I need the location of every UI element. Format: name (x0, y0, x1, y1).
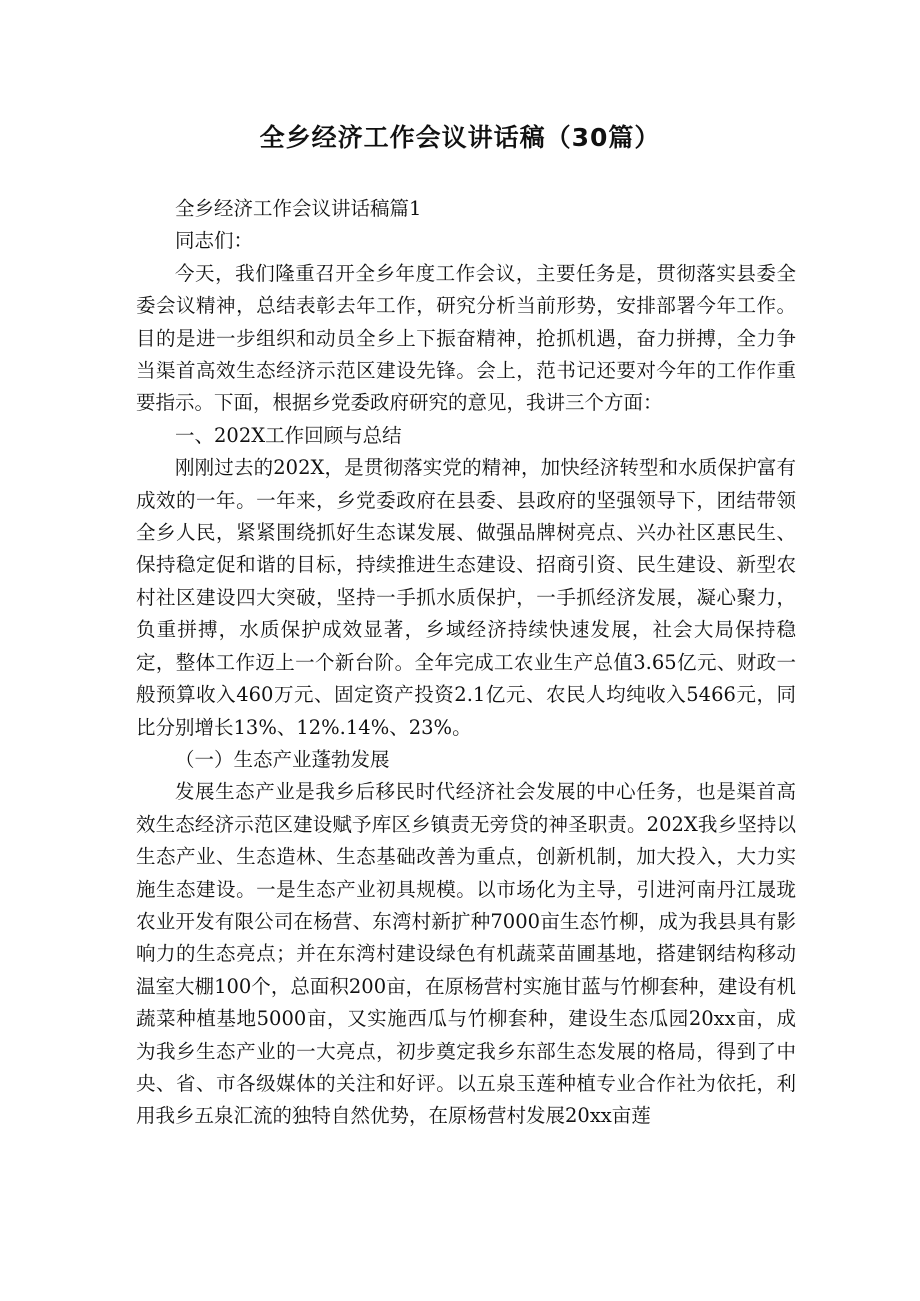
paragraph-review: 刚刚过去的202X，是贯彻落实党的精神，加快经济转型和水质保护富有成效的一年。一年来，乡党委政府在县委、县政府的坚强领导下，团结带领全乡人民，紧紧围绕抓好生态谋发展、做强品牌树亮点、兴办社区惠民生、保持稳定促和谐的目标，持续推进生态建设、招商引资、民生建设、新型农村社区建设四大突破，坚持一手抓水质保护，一手抓经济发展，凝心聚力，负重拼搏，水质保护成效显著，乡域经济持续快速发展，社会大局保持稳定，整体工作迈上一个新台阶。全年完成工农业生产总值3.65亿元、财政一般预算收入460万元、固定资产投资2.1亿元、农民人均纯收入5466元，同比分别增长13%、12%.14%、23%。 (136, 456, 796, 739)
salutation: 同志们： (175, 229, 254, 253)
paragraph-intro: 今天，我们隆重召开全乡年度工作会议，主要任务是，贯彻落实县委全委会议精神，总结表彰去年工作，研究分析当前形势，安排部署今年工作。目的是进一步组织和动员全乡上下振奋精神，抢抓机遇，奋力拼搏，全力争当渠首高效生态经济示范区建设先锋。会上，范书记还要对今年的工作作重要指示。下面，根据乡党委政府研究的意见，我讲三个方面： (136, 261, 796, 415)
section-heading: 一、202X工作回顾与总结 (175, 423, 402, 447)
document-body (136, 193, 796, 1133)
document-title: 全乡经济工作会议讲话稿（30篇） (259, 123, 661, 152)
subsection-heading: （一）生态产业蓬勃发展 (175, 747, 390, 771)
section-heading: 全乡经济工作会议讲话稿篇1 (175, 197, 422, 220)
paragraph-ecology: 发展生态产业是我乡后移民时代经济社会发展的中心任务，也是渠首高效生态经济示范区建设赋予库区乡镇责无旁贷的神圣职责。202X我乡坚持以生态产业、生态造林、生态基础改善为重点，创新机制，加大投入，大力实施生态建设。一是生态产业初具规模。以市场化为主导，引进河南丹江晟珑农业开发有限公司在杨营、东湾村新扩种7000亩生态竹柳，成为我县具有影响力的生态亮点；并在东湾村建设绿色有机蔬菜苗圃基地，搭建钢结构移动温室大棚100个，总面积200亩，在原杨营村实施甘蓝与竹柳套种，建设有机蔬菜种植基地5000亩，又实施西瓜与竹柳套种，建设生态瓜园20xx亩，成为我乡生态产业的一大亮点，初步奠定我乡东部生态发展的格局，得到了中央、省、市各级媒体的关注和好评。以五泉玉莲种植专业合作社为依托，利用我乡五泉汇流的独特自然优势，在原杨营村发展20xx亩莲 (136, 780, 796, 1128)
